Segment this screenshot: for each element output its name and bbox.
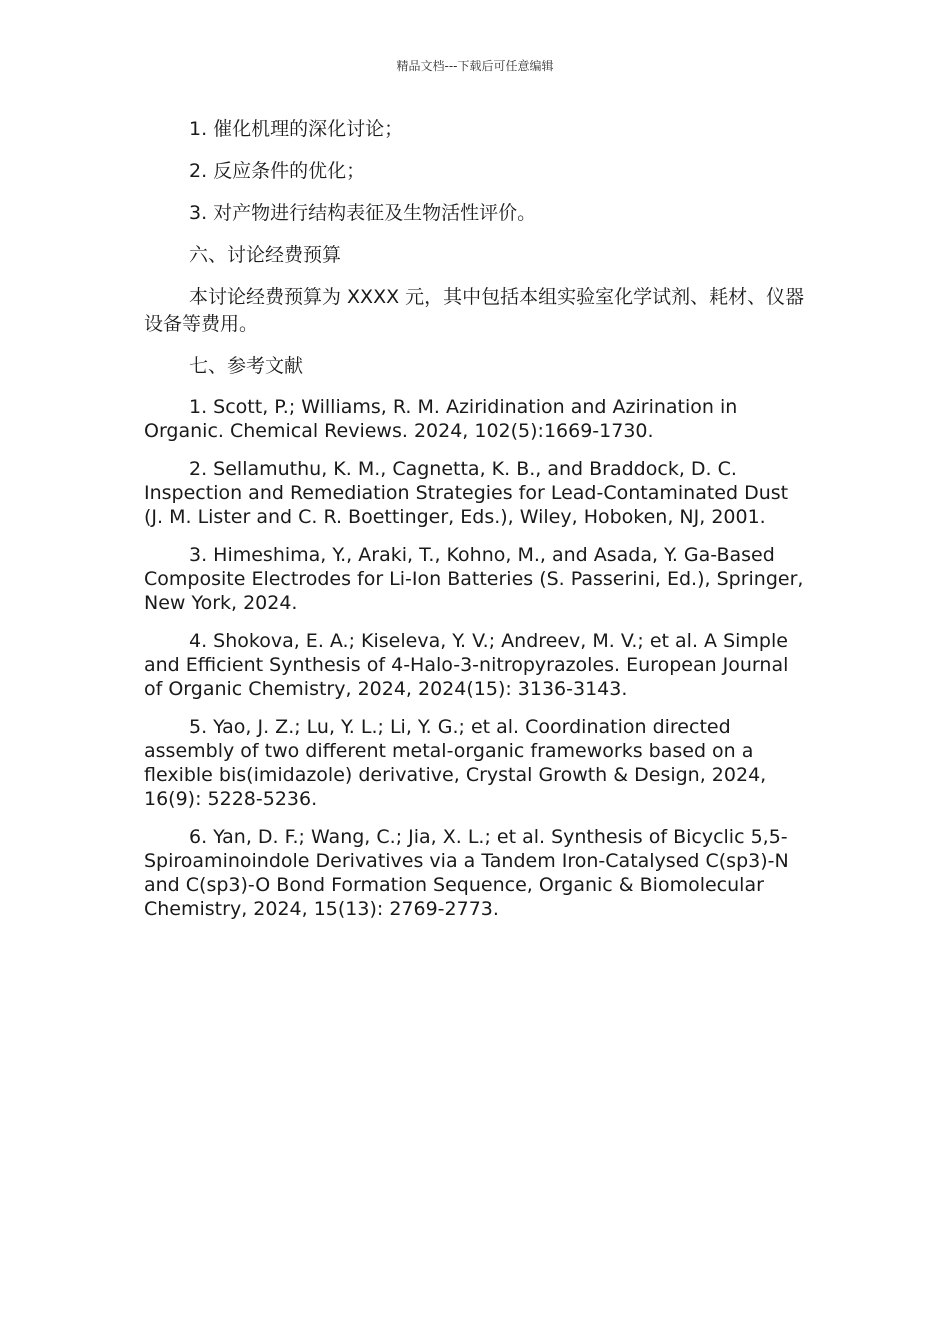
section-heading-references: 七、参考文献 [189, 355, 304, 377]
reference-item: 2. Sellamuthu, K. M., Cagnetta, K. B., and Braddock, D. C. Inspection and Remediation Strategies for Lead-Contaminated Dust (J. M. Lister and C. R. Boettinger, Eds.), Wiley, Hoboken, NJ, 2001. [144, 458, 789, 528]
reference-item: 3. Himeshima, Y., Araki, T., Kohno, M., and Asada, Y. Ga-Based Composite Electrodes for Li-Ion Batteries (S. Passerini, Ed.), Springer, New York, 2024. [144, 544, 804, 614]
document-body [144, 116, 812, 935]
page-header: 精品文档---下载后可任意编辑 [396, 59, 554, 73]
reference-item: 4. Shokova, E. A.; Kiseleva, Y. V.; Andreev, M. V.; et al. A Simple and Efficient Synthesis of 4-Halo-3-nitropyrazoles. European Journal of Organic Chemistry, 2024, 2024(15): 3136-3143. [144, 630, 789, 700]
reference-item: 6. Yan, D. F.; Wang, C.; Jia, X. L.; et al. Synthesis of Bicyclic 5,5-Spiroaminoindole Derivatives via a Tandem Iron-Catalysed C(sp3)-N and C(sp3)-O Bond Formation Sequence, Organic & Biomolecular Chemistry, 2024, 15(13): 2769-2773. [144, 826, 789, 920]
budget-paragraph: 本讨论经费预算为 XXXX 元，其中包括本组实验室化学试剂、耗材、仪器设备等费用。 [144, 286, 805, 335]
reference-item: 5. Yao, J. Z.; Lu, Y. L.; Li, Y. G.; et al. Coordination directed assembly of two different metal-organic frameworks based on a flexible bis(imidazole) derivative, Crystal Growth & Design, 2024, 16(9): 5228-5236. [144, 716, 767, 810]
reference-item: 1. Scott, P.; Williams, R. M. Aziridination and Azirination in Organic. Chemical Reviews. 2024, 102(5):1669-1730. [144, 396, 738, 442]
list-item: 2. 反应条件的优化； [189, 160, 366, 182]
list-item: 1. 催化机理的深化讨论； [189, 118, 404, 140]
section-heading-budget: 六、讨论经费预算 [189, 244, 342, 266]
list-item: 3. 对产物进行结构表征及生物活性评价。 [189, 202, 537, 224]
